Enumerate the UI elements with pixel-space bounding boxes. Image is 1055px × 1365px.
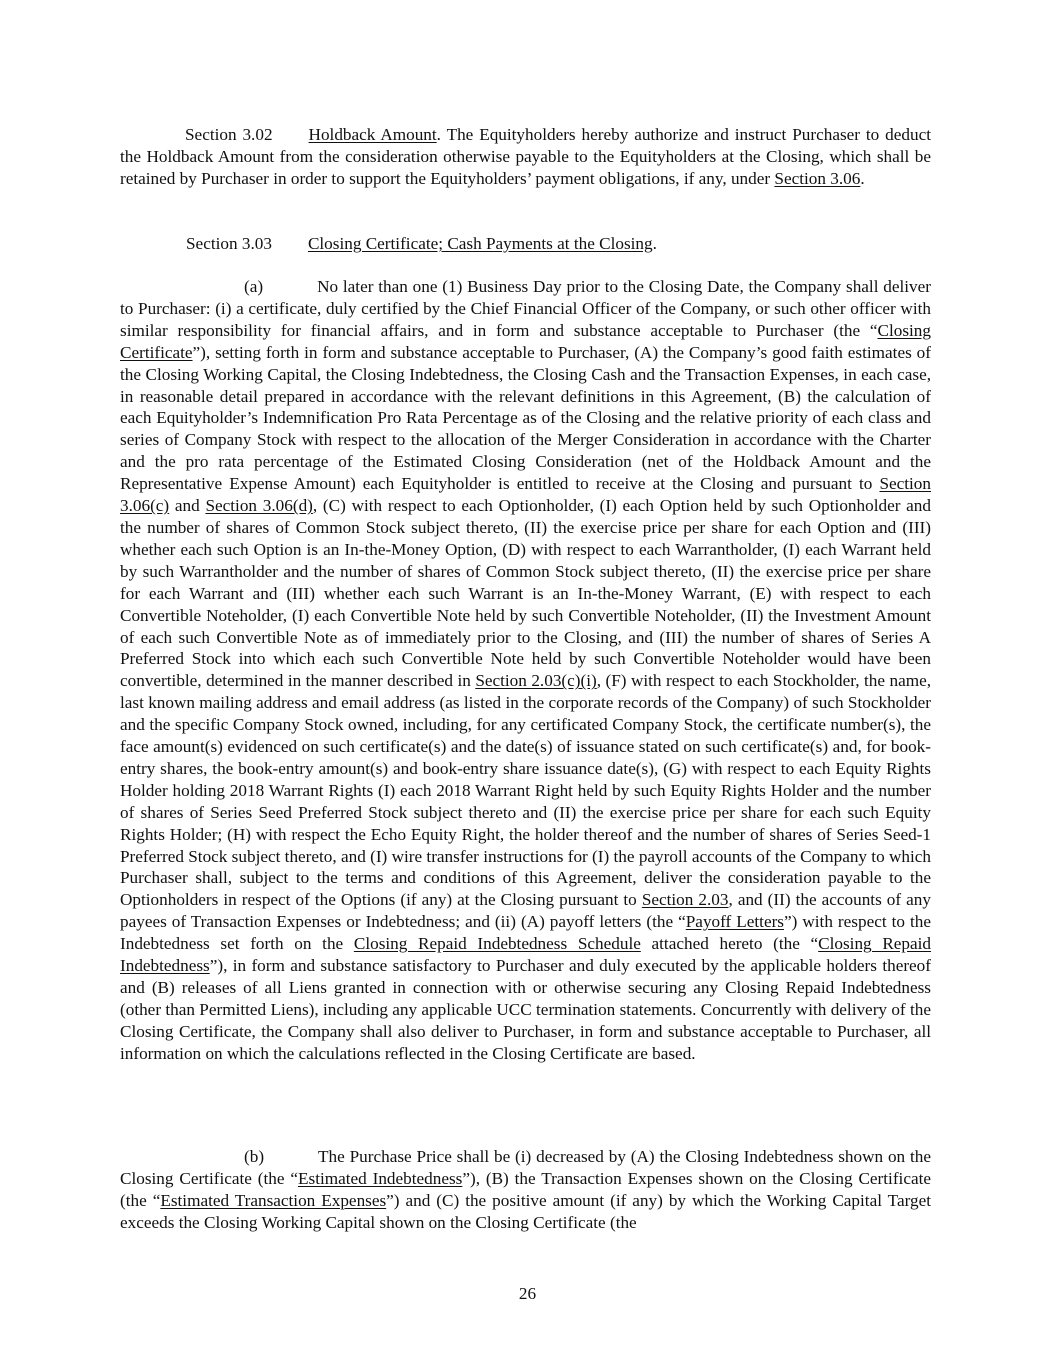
section-3-02-number: Section 3.02 — [185, 125, 273, 144]
section-3-03-title: Closing Certificate; Cash Payments at the Closing — [307, 234, 653, 253]
payoff-letters-term: Payoff Letters — [685, 912, 784, 932]
section-2-03ci-reference[interactable]: Section 2.03(c)(i) — [475, 671, 597, 691]
section-3-06c-reference[interactable]: Section 3.06(c) — [120, 474, 931, 516]
section-3-02-title: Holdback Amount — [308, 125, 437, 144]
page-number: 26 — [518, 1284, 537, 1303]
section-2-03-reference[interactable]: Section 2.03 — [641, 890, 729, 910]
section-3-02-body: . The Equityholders hereby authorize and instruct Purchaser to deduct the Holdback Amount from the consideration otherwise payable to the Equityholders at the Closing, which shall be retained by Purchaser in order to support the Equityholders’ payment obligations, if any, under — [120, 125, 931, 188]
section-3-03-heading: Section 3.03 Closing Certificate; Cash Payments at the Closing. — [186, 234, 657, 253]
closing-repaid-indebtedness-schedule-reference[interactable]: Closing Repaid Indebtedness Schedule — [353, 934, 641, 954]
section-3-03-number: Section 3.03 — [186, 234, 272, 253]
closing-repaid-indebtedness-term: Closing Repaid Indebtedness — [120, 934, 932, 976]
section-3-06d-reference[interactable]: Section 3.06(d) — [205, 496, 313, 516]
estimated-transaction-expenses-term: Estimated Transaction Expenses — [160, 1190, 387, 1210]
section-3-06-reference[interactable]: Section 3.06 — [774, 168, 861, 188]
paragraph-b: (b) The Purchase Price shall be (i) decreased by (A) the Closing Indebtedness shown on the Closing Certificate (the “Estimated Indebtedness”), (B) the Transaction Expenses shown on the Closing Certificate (the “Estimated Transaction Expenses”) and (C) the positive amount (if any) by which the Working Capital Target exceeds the Closing Working Capital shown on the Closing Certificate (the — [120, 1147, 931, 1232]
closing-certificate-term: Closing Certificate — [120, 320, 931, 362]
section-3-02-paragraph: Section 3.02 Holdback Amount. The Equityholders hereby authorize and instruct Purchaser to deduct the Holdback Amount from the consideration otherwise payable to the Equityholders at the Closing, which shall be retained by Purchaser in order to support the Equityholders’ payment obligations, if any, under Section 3.06. — [120, 125, 931, 188]
paragraph-b-label: (b) — [244, 1147, 265, 1166]
estimated-indebtedness-term: Estimated Indebtedness — [298, 1168, 463, 1188]
paragraph-a: (a) No later than one (1) Business Day prior to the Closing Date, the Company shall deliver to Purchaser: (i) a certificate, duly certified by the Chief Financial Officer of the Company, or such other officer with similar responsibility for financial affairs, and in form and substance acceptable to Purchaser (the “Closing Certificate”), setting forth in form and substance acceptable to Purchaser, (A) the Company’s good faith estimates of the Closing Working Capital, the Closing Indebtedness, the Closing Cash and the Transaction Expenses, in each case, in reasonable detail prepared in accordance with the relevant definitions in this Agreement, (B) the calculation of each Equityholder’s Indemnification Pro Rata Percentage as of the Closing and the relative priority of each class and series of Company Stock with respect to the allocation of the Merger Consideration in accordance with the Charter and the pro rata percentage of the Estimated Closing Consideration (net of the Holdback Amount and the Representative Expense Amount) each Equityholder is entitled to receive at the Closing and pursuant to Section 3.06(c) and Section 3.06(d), (C) with respect to each Optionholder, (I) each Option held by such Optionholder and the number of shares of Common Stock subject thereto, (II) the exercise price per share for each Option and (III) whether each such Option is an In-the-Money Option, (D) with respect to each Warrantholder, (I) each Warrant held by such Warrantholder and the number of shares of Common Stock subject thereto, (II) the exercise price per share for each Warrant and (III) whether each such Warrant is an In-the-Money Warrant, (E) with respect to each Convertible Noteholder, (I) each Convertible Note held by such Convertible Noteholder, (II) the Investment Amount of each such Convertible Note as of immediately prior to the Closing, and (III) the number of shares of Series A Preferred Stock into which each such Convertible Note held by such Convertible Noteholder would have been convertible, determined in the manner described in Section 2.03(c)(i), (F) with respect to each Stockholder, the name, last known mailing address and email address (as listed in the corporate records of the Company) of such Stockholder and the specific Company Stock owned, including, for any certificated Company Stock, the certificate number(s), the face amount(s) evidenced on such certificate(s) and the date(s) of issuance stated on such certificate(s) and, for book-entry shares, the book-entry amount(s) and book-entry share issuance date(s), (G) with respect to each Equity Rights Holder holding 2018 Warrant Rights (I) each 2018 Warrant Right held by such Equity Rights Holder and the number of shares of Series Seed Preferred Stock subject thereto and (II) the exercise price per share for each such Equity Rights Holder; (H) with respect the Echo Equity Right, the holder thereof and the number of shares of Series Seed-1 Preferred Stock subject thereto, and (I) wire transfer instructions for (I) the payroll accounts of the Company to which Purchaser shall, subject to the terms and conditions of this Agreement, deliver the consideration payable to the Optionholders in respect of the Options (if any) at the Closing pursuant to Section 2.03, and (II) the accounts of any payees of Transaction Expenses or Indebtedness; and (ii) (A) payoff letters (the “Payoff Letters”) with respect to the Indebtedness set forth on the Closing Repaid Indebtedness Schedule attached hereto (the “Closing Repaid Indebtedness”), in form and substance satisfactory to Purchaser and duly executed by the applicable holders thereof and (B) releases of all Liens granted in connection with or otherwise securing any Closing Repaid Indebtedness (other than Permitted Liens), including any applicable UCC termination statements. Concurrently with delivery of the Closing Certificate, the Company shall also deliver to Purchaser, in form and substance acceptable to Purchaser, all information on which the calculations reflected in the Closing Certificate are based. — [120, 277, 932, 1063]
paragraph-a-label: (a) — [244, 277, 264, 296]
